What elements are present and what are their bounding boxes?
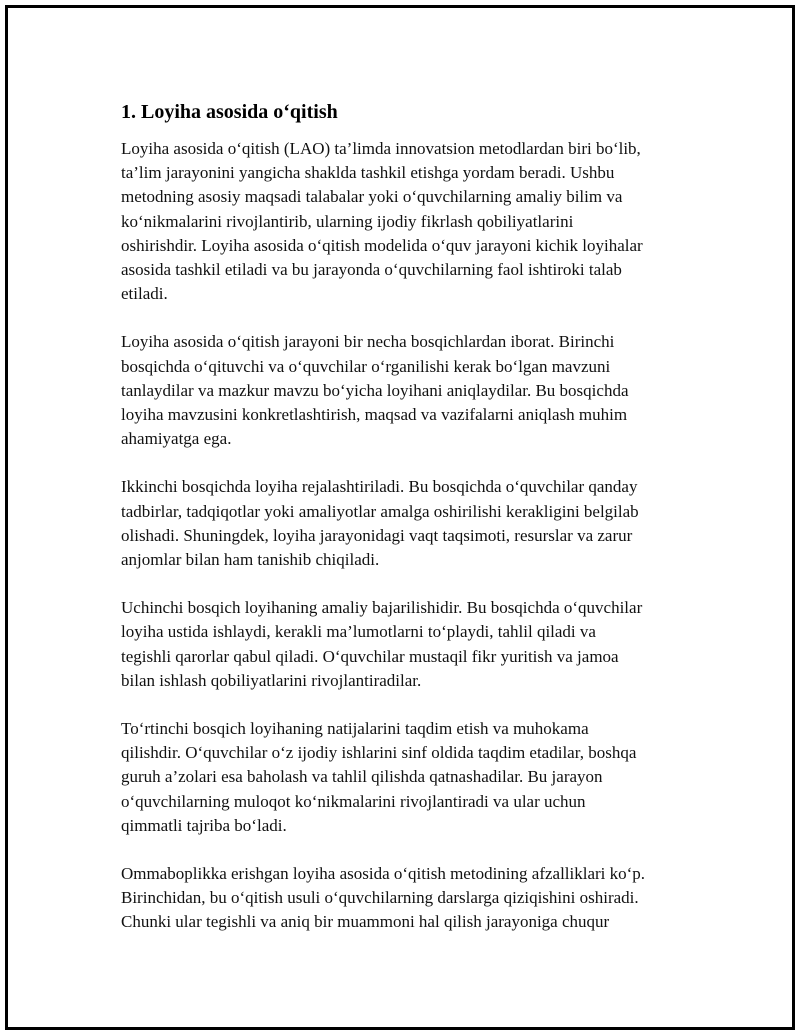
text-line: anjomlar bilan ham tanishib chiqiladi. bbox=[121, 550, 380, 570]
text-line: bilan ishlash qobiliyatlarini rivojlantiradilar. bbox=[121, 670, 422, 690]
text-line: oshirishdir. Loyiha asosida o‘qitish modelida o‘quv jarayoni kichik loyihalar bbox=[121, 235, 643, 255]
section-heading: 1. Loyiha asosida o‘qitish bbox=[121, 101, 338, 123]
text-line: Loyiha asosida o‘qitish jarayoni bir necha bosqichlardan iborat. Birinchi bbox=[121, 332, 615, 352]
text-line: loyiha ustida ishlaydi, kerakli ma’lumotlarni to‘playdi, tahlil qiladi va bbox=[121, 622, 596, 642]
text-line: asosida tashkil etiladi va bu jarayonda o‘quvchilarning faol ishtiroki talab bbox=[121, 260, 622, 280]
page-frame bbox=[5, 5, 795, 1030]
paragraph-4 bbox=[121, 596, 681, 693]
text-line: o‘quvchilarning muloqot ko‘nikmalarini rivojlantiradi va ular uchun bbox=[121, 791, 586, 811]
text-line: ta’lim jarayonini yangicha shaklda tashkil etishga yordam beradi. Ushbu bbox=[121, 163, 615, 183]
paragraph-3 bbox=[121, 475, 681, 572]
paragraph-2 bbox=[121, 330, 681, 451]
paragraph-6 bbox=[121, 862, 681, 935]
text-line: Loyiha asosida o‘qitish (LAO) ta’limda innovatsion metodlardan biri bo‘lib, bbox=[121, 139, 641, 158]
document-body bbox=[121, 97, 681, 959]
text-line: etiladi. bbox=[121, 284, 168, 304]
paragraph-1 bbox=[121, 137, 681, 306]
text-line: Uchinchi bosqich loyihaning amaliy bajarilishidir. Bu bosqichda o‘quvchilar bbox=[121, 598, 643, 618]
text-line: bosqichda o‘qituvchi va o‘quvchilar o‘rganilishi kerak bo‘lgan mavzuni bbox=[121, 356, 611, 376]
text-line: Birinchidan, bu o‘qitish usuli o‘quvchilarning darslarga qiziqishini oshiradi. bbox=[121, 888, 639, 908]
paragraph-5 bbox=[121, 717, 681, 838]
text-line: Ommaboplikka erishgan loyiha asosida o‘qitish metodining afzalliklari ko‘p. bbox=[121, 864, 646, 884]
text-line: olishadi. Shuningdek, loyiha jarayonidagi vaqt taqsimoti, resurslar va zarur bbox=[121, 525, 633, 545]
text-line: qimmatli tajriba bo‘ladi. bbox=[121, 815, 287, 835]
text-line: tegishli qarorlar qabul qiladi. O‘quvchilar mustaqil fikr yuritish va jamoa bbox=[121, 646, 619, 666]
text-line: Ikkinchi bosqichda loyiha rejalashtiriladi. Bu bosqichda o‘quvchilar qanday bbox=[121, 477, 638, 497]
text-line: Chunki ular tegishli va aniq bir muammoni hal qilish jarayoniga chuqur bbox=[121, 912, 610, 932]
text-line: tadbirlar, tadqiqotlar yoki amaliyotlar amalga oshirilishi kerakligini belgilab bbox=[121, 501, 639, 521]
text-line: To‘rtinchi bosqich loyihaning natijalarini taqdim etish va muhokama bbox=[121, 719, 589, 739]
text-line: ko‘nikmalarini rivojlantirib, ularning ijodiy fikrlash qobiliyatlarini bbox=[121, 211, 574, 231]
text-line: ahamiyatga ega. bbox=[121, 429, 232, 449]
text-line: tanlaydilar va mazkur mavzu bo‘yicha loyihani aniqlaydilar. Bu bosqichda bbox=[121, 380, 629, 400]
text-line: guruh a’zolari esa baholash va tahlil qilishda qatnashadilar. Bu jarayon bbox=[121, 767, 603, 787]
text-line: loyiha mavzusini konkretlashtirish, maqsad va vazifalarni aniqlash muhim bbox=[121, 405, 628, 425]
text-line: metodning asosiy maqsadi talabalar yoki o‘quvchilarning amaliy bilim va bbox=[121, 187, 623, 207]
text-line: qilishdir. O‘quvchilar o‘z ijodiy ishlarini sinf oldida taqdim etadilar, boshqa bbox=[121, 743, 637, 763]
